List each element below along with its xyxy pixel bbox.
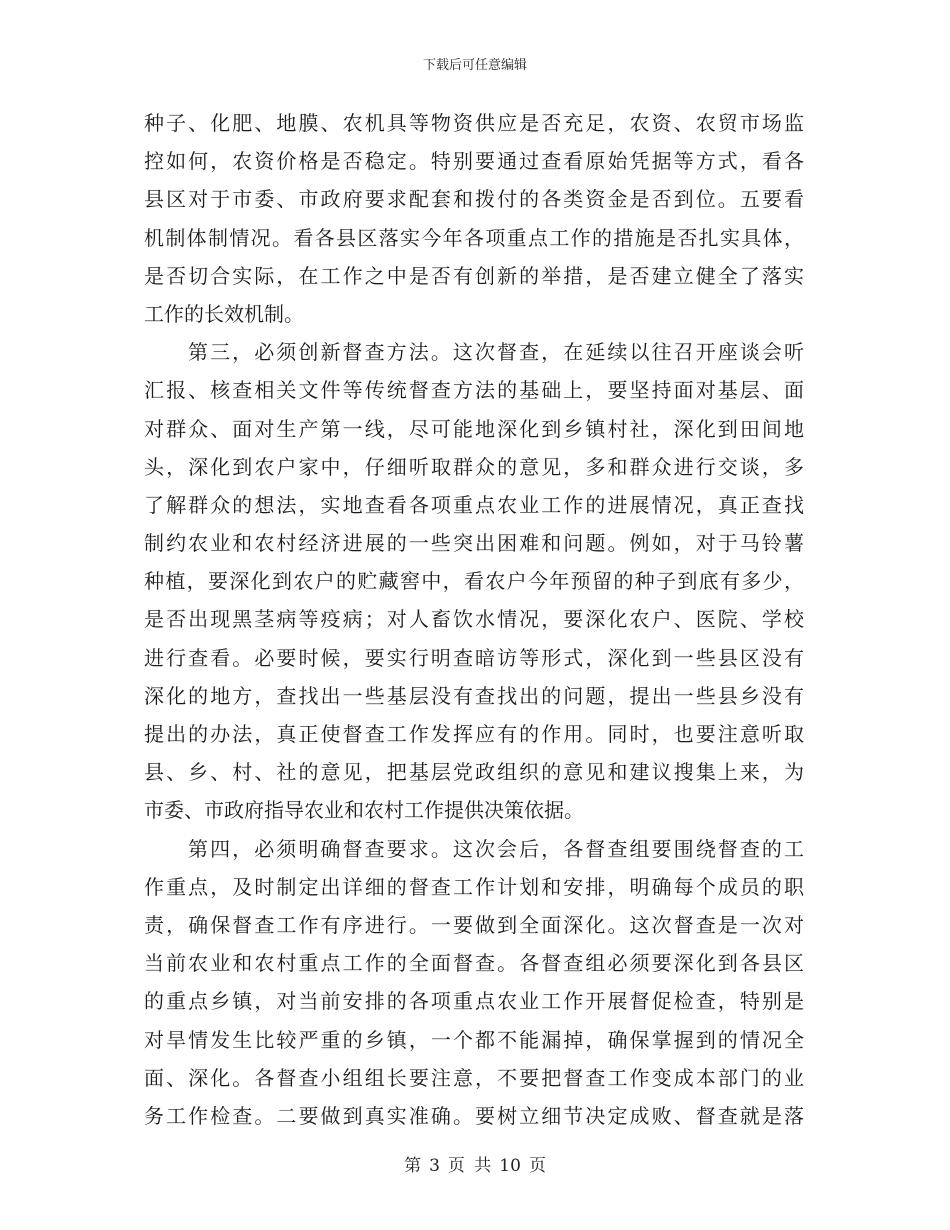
text-line: 是否出现黑茎病等疫病；对人畜饮水情况，要深化农户、医院、学校 [144, 607, 804, 632]
text-line: 机制体制情况。看各县区落实今年各项重点工作的措施是否扎实具体， [144, 225, 804, 250]
text-line: 控如何，农资价格是否稳定。特别要通过查看原始凭据等方式，看各 [144, 149, 804, 174]
text-line: 的重点乡镇，对当前安排的各项重点农业工作开展督促检查，特别是 [144, 989, 804, 1014]
text-line: 第三，必须创新督查方法。这次督查，在延续以往召开座谈会听 [188, 340, 804, 365]
text-line: 了解群众的想法，实地查看各项重点农业工作的进展情况，真正查找 [144, 492, 804, 517]
footer-total-pages: 10 [499, 1156, 521, 1176]
text-line: 深化的地方，查找出一些基层没有查找出的问题，提出一些县乡没有 [144, 683, 804, 708]
text-line: 种植，要深化到农户的贮藏窖中，看农户今年预留的种子到底有多少， [144, 569, 804, 594]
footer-middle: 页 共 [447, 1156, 492, 1176]
text-line: 市委、市政府指导农业和农村工作提供决策依据。 [144, 798, 584, 823]
paragraph [144, 104, 804, 333]
text-line: 责，确保督查工作有序进行。一要做到全面深化。这次督查是一次对 [144, 912, 804, 937]
text-line: 当前农业和农村重点工作的全面督查。各督查组必须要深化到各县区 [144, 951, 804, 976]
text-line: 面、深化。各督查小组组长要注意，不要把督查工作变成本部门的业 [144, 1065, 804, 1090]
footer-page-number: 3 [429, 1156, 440, 1176]
text-line: 务工作检查。二要做到真实准确。要树立细节决定成败、督查就是落 [144, 1103, 804, 1128]
page-footer [0, 1151, 950, 1176]
text-line: 头，深化到农户家中，仔细听取群众的意见，多和群众进行交谈，多 [144, 454, 804, 479]
text-line: 县区对于市委、市政府要求配套和拨付的各类资金是否到位。五要看 [144, 187, 804, 212]
footer-suffix: 页 [528, 1156, 546, 1176]
text-line: 对旱情发生比较严重的乡镇，一个都不能漏掉，确保掌握到的情况全 [144, 1027, 804, 1052]
text-line: 工作的长效机制。 [144, 301, 304, 326]
text-line: 汇报、核查相关文件等传统督查方法的基础上，要坚持面对基层、面 [144, 378, 804, 403]
paragraph [144, 333, 804, 829]
text-line: 制约农业和农村经济进展的一些突出困难和问题。例如，对于马铃薯 [144, 531, 804, 556]
text-line: 是否切合实际，在工作之中是否有创新的举措，是否建立健全了落实 [144, 263, 804, 288]
text-line: 县、乡、村、社的意见，把基层党政组织的意见和建议搜集上来，为 [144, 760, 804, 785]
text-line: 种子、化肥、地膜、农机具等物资供应是否充足，农资、农贸市场监 [144, 111, 804, 135]
document-body [144, 104, 804, 1135]
footer-prefix: 第 [404, 1156, 422, 1176]
page-header: 下载后可任意编辑 [422, 58, 527, 73]
text-line: 对群众、面对生产第一线，尽可能地深化到乡镇村社，深化到田间地 [144, 416, 804, 441]
text-line: 作重点，及时制定出详细的督查工作计划和安排，明确每个成员的职 [144, 874, 804, 899]
text-line: 进行查看。必要时候，要实行明查暗访等形式，深化到一些县区没有 [144, 645, 804, 670]
text-line: 提出的办法，真正使督查工作发挥应有的作用。同时，也要注意听取 [144, 722, 804, 746]
text-line: 第四，必须明确督查要求。这次会后，各督查组要围绕督查的工 [188, 836, 804, 861]
paragraph [144, 830, 804, 1136]
